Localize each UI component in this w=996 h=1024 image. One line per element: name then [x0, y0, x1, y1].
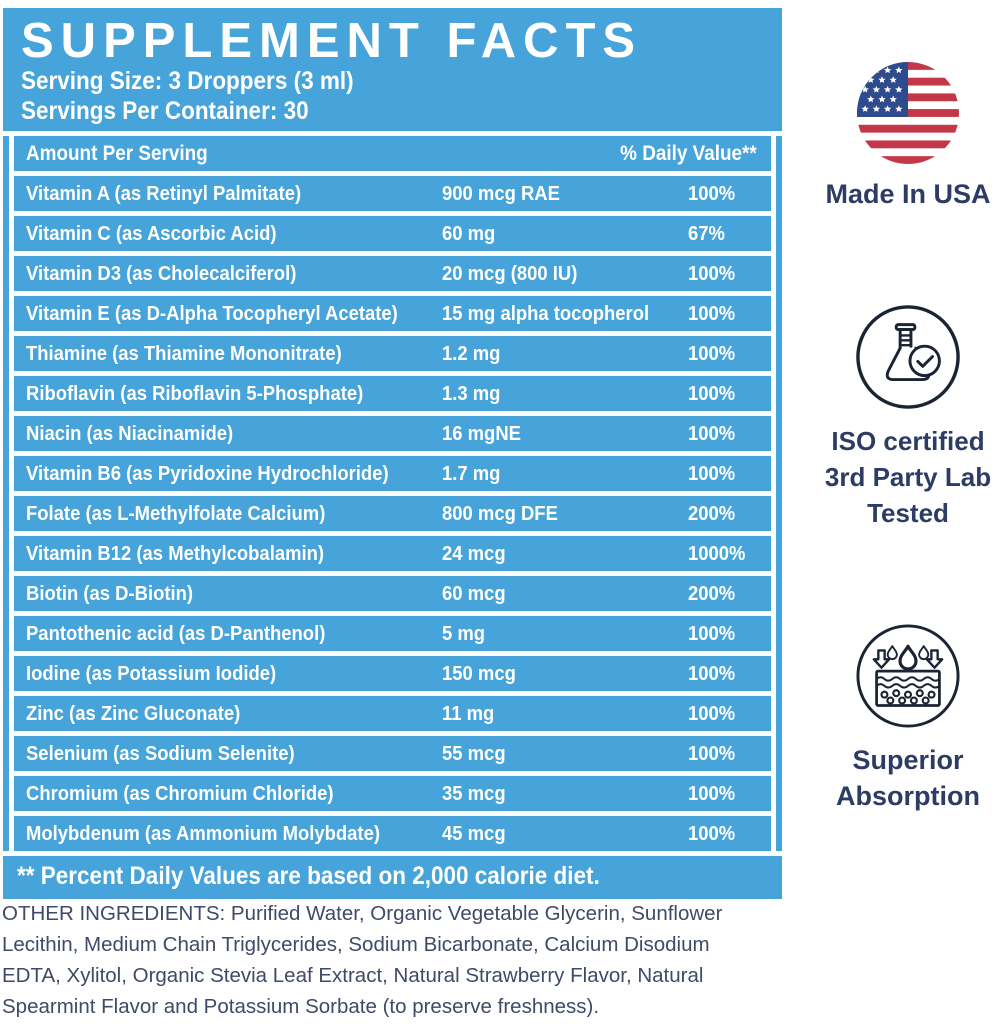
- label-title: SUPPLEMENT FACTS: [21, 14, 643, 68]
- nutrient-amount: 20 mcg (800 IU): [442, 261, 578, 285]
- nutrient-daily-value: 100%: [688, 701, 736, 725]
- nutrient-row: [14, 736, 771, 771]
- nutrient-amount: 24 mcg: [442, 541, 506, 565]
- nutrient-row: [14, 816, 771, 851]
- nutrient-amount: 45 mcg: [442, 821, 506, 845]
- nutrient-amount: 55 mcg: [442, 741, 506, 765]
- nutrient-row: [14, 536, 771, 571]
- nutrient-amount: 15 mg alpha tocopherol: [442, 301, 650, 325]
- nutrient-amount: 150 mcg: [442, 661, 516, 685]
- nutrient-row: [14, 656, 771, 691]
- badge-caption: [818, 742, 996, 814]
- nutrient-row: [14, 496, 771, 531]
- servings-per-container-text: Servings Per Container: 30: [21, 97, 309, 125]
- footnote-text: ** Percent Daily Values are based on 2,000 calorie diet.: [17, 862, 600, 890]
- nutrient-amount: 900 mcg RAE: [442, 181, 560, 205]
- nutrient-name: Molybdenum (as Ammonium Molybdate): [26, 821, 380, 845]
- ingredients-line: EDTA, Xylitol, Organic Stevia Leaf Extract, Natural Strawberry Flavor, Natural: [2, 964, 704, 987]
- nutrient-daily-value: 100%: [688, 421, 736, 445]
- nutrient-daily-value: 100%: [688, 181, 736, 205]
- nutrient-table: [3, 136, 782, 851]
- nutrient-row: [14, 256, 771, 291]
- nutrient-daily-value: 200%: [688, 581, 736, 605]
- badge-caption: [818, 176, 996, 212]
- superior-absorption-badge: [818, 622, 996, 814]
- nutrient-amount: 800 mcg DFE: [442, 501, 558, 525]
- nutrient-amount: 5 mg: [442, 621, 486, 645]
- nutrient-amount: 60 mg: [442, 221, 496, 245]
- nutrient-name: Selenium (as Sodium Selenite): [26, 741, 295, 765]
- nutrient-name: Vitamin B12 (as Methylcobalamin): [26, 541, 325, 565]
- usa-flag-icon: [857, 62, 959, 164]
- nutrient-daily-value: 200%: [688, 501, 736, 525]
- nutrient-name: Vitamin A (as Retinyl Palmitate): [26, 181, 302, 205]
- serving-size-row: [21, 66, 782, 96]
- ingredients-line: Lecithin, Medium Chain Triglycerides, Sodium Bicarbonate, Calcium Disodium: [2, 933, 710, 956]
- nutrient-daily-value: 67%: [688, 221, 725, 245]
- nutrient-daily-value: 100%: [688, 741, 736, 765]
- badge-caption-line: Absorption: [836, 781, 980, 811]
- nutrient-row: [14, 216, 771, 251]
- nutrient-daily-value: 100%: [688, 661, 736, 685]
- label-header: [3, 8, 782, 131]
- other-ingredients: [2, 898, 802, 1022]
- nutrient-row: [14, 376, 771, 411]
- nutrient-daily-value: 100%: [688, 301, 736, 325]
- nutrient-row: [14, 456, 771, 491]
- nutrient-daily-value: 100%: [688, 461, 736, 485]
- iso-certified-badge: [818, 303, 996, 531]
- nutrient-amount: 60 mcg: [442, 581, 506, 605]
- nutrient-name: Niacin (as Niacinamide): [26, 421, 234, 445]
- nutrient-daily-value: 1000%: [688, 541, 746, 565]
- nutrient-name: Folate (as L-Methylfolate Calcium): [26, 501, 326, 525]
- nutrient-name: Vitamin B6 (as Pyridoxine Hydrochloride): [26, 461, 389, 485]
- nutrient-row: [14, 176, 771, 211]
- nutrient-daily-value: 100%: [688, 781, 736, 805]
- nutrient-row: [14, 416, 771, 451]
- nutrient-row: [14, 776, 771, 811]
- nutrient-amount: 11 mg: [442, 701, 495, 725]
- nutrient-name: Iodine (as Potassium Iodide): [26, 661, 277, 685]
- badge-caption-line: Made In USA: [825, 179, 991, 209]
- nutrient-daily-value: 100%: [688, 341, 736, 365]
- servings-per-container-row: [21, 96, 782, 126]
- nutrient-amount: 35 mcg: [442, 781, 506, 805]
- serving-size-text: Serving Size: 3 Droppers (3 ml): [21, 67, 354, 95]
- nutrient-amount: 1.7 mg: [442, 461, 501, 485]
- nutrient-row: [14, 696, 771, 731]
- table-header-row: [14, 136, 771, 171]
- ingredients-line: Spearmint Flavor and Potassium Sorbate (to preserve freshness).: [2, 995, 600, 1018]
- nutrient-daily-value: 100%: [688, 821, 736, 845]
- nutrient-name: Thiamine (as Thiamine Mononitrate): [26, 341, 342, 365]
- nutrient-row: [14, 576, 771, 611]
- badge-caption-line: 3rd Party Lab: [824, 462, 992, 492]
- made-in-usa-badge: [818, 62, 996, 212]
- nutrient-row: [14, 336, 771, 371]
- nutrient-name: Vitamin E (as D-Alpha Tocopheryl Acetate): [26, 301, 398, 325]
- daily-value-footnote: [3, 856, 782, 899]
- badge-caption: [818, 423, 996, 531]
- nutrient-name: Chromium (as Chromium Chloride): [26, 781, 334, 805]
- nutrient-daily-value: 100%: [688, 621, 736, 645]
- daily-value-header: % Daily Value**: [620, 141, 757, 165]
- nutrient-amount: 1.3 mg: [442, 381, 501, 405]
- amount-per-serving-header: Amount Per Serving: [26, 141, 208, 165]
- badge-caption-line: Tested: [867, 498, 949, 528]
- nutrient-name: Biotin (as D-Biotin): [26, 581, 194, 605]
- nutrient-amount: 1.2 mg: [442, 341, 501, 365]
- nutrient-name: Zinc (as Zinc Gluconate): [26, 701, 241, 725]
- nutrient-name: Riboflavin (as Riboflavin 5-Phosphate): [26, 381, 364, 405]
- nutrient-name: Vitamin D3 (as Cholecalciferol): [26, 261, 297, 285]
- nutrient-daily-value: 100%: [688, 381, 736, 405]
- skin-absorption-icon: [854, 622, 962, 730]
- lab-flask-check-icon: [854, 303, 962, 411]
- badge-caption-line: Superior: [852, 745, 964, 775]
- nutrient-amount: 16 mgNE: [442, 421, 521, 445]
- ingredients-line: OTHER INGREDIENTS: Purified Water, Organic Vegetable Glycerin, Sunflower: [2, 902, 723, 925]
- badge-caption-line: ISO certified: [831, 426, 985, 456]
- supplement-facts-panel: [3, 8, 782, 899]
- nutrient-row: [14, 616, 771, 651]
- nutrient-row: [14, 296, 771, 331]
- nutrient-name: Vitamin C (as Ascorbic Acid): [26, 221, 277, 245]
- nutrient-daily-value: 100%: [688, 261, 736, 285]
- nutrient-name: Pantothenic acid (as D-Panthenol): [26, 621, 326, 645]
